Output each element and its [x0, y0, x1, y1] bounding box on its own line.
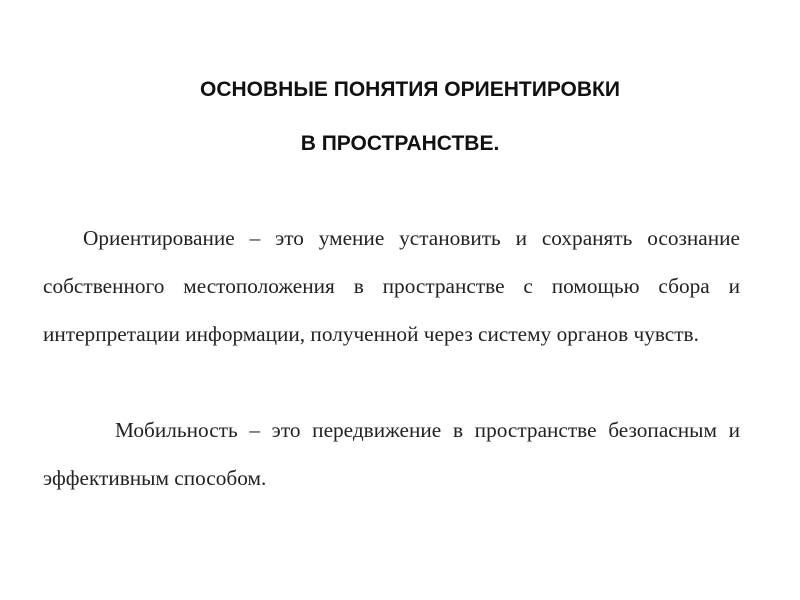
paragraph-mobility: Мобильность – это передвижение в пространстве безопасным и эффективным способом.: [43, 418, 740, 490]
paragraph-orientation: Ориентирование – это умение установить и сохранять осознание собственного местоположения в пространстве с помощью сбора и интерпретации информации, полученной через систему органов чувств.: [43, 226, 740, 346]
title-line-1: ОСНОВНЫЕ ПОНЯТИЯ ОРИЕНТИРОВКИ: [200, 78, 620, 101]
title-line-2: В ПРОСТРАНСТВЕ.: [300, 132, 500, 155]
